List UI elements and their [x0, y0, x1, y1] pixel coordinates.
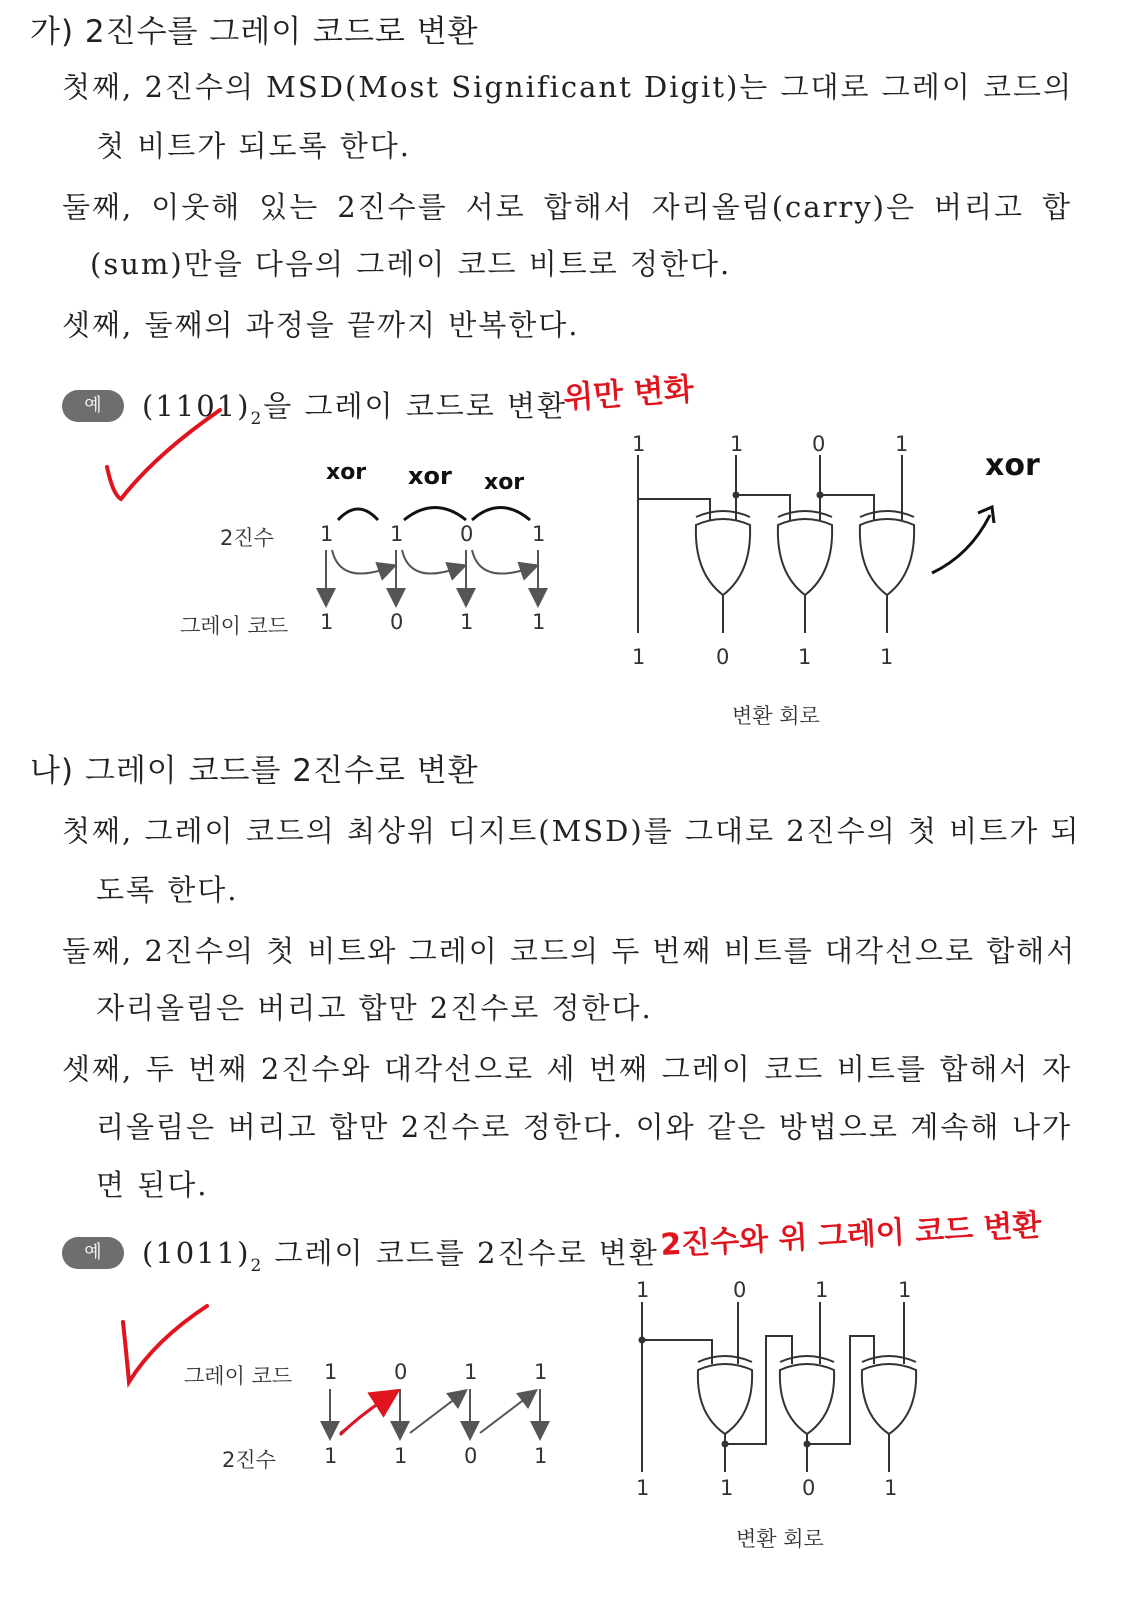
paragraph-line: 둘째, 이웃해 있는 2진수를 서로 합해서 자리올림(carry)은 버리고 합	[62, 190, 1072, 224]
circuit-input-bit: 1	[636, 1278, 650, 1302]
circuit-input-bit: 1	[898, 1278, 912, 1302]
gray-bit: 1	[320, 610, 334, 634]
circuit-output-bit: 1	[636, 1476, 650, 1500]
check-mark-1	[95, 395, 235, 510]
section-heading-1: 가) 2진수를 그레이 코드로 변환	[30, 14, 479, 50]
binary-label-2: 2진수	[222, 1448, 276, 1472]
binary-label-1: 2진수	[220, 526, 274, 550]
circuit-input-bit: 1	[632, 432, 646, 456]
circuit-output-bit: 0	[802, 1476, 816, 1500]
xor-circuit-2	[620, 1302, 940, 1474]
binary-bit: 1	[534, 1444, 548, 1468]
circuit-input-bit: 1	[815, 1278, 829, 1302]
circuit-output-bit: 1	[880, 645, 894, 669]
binary-bit: 1	[320, 522, 334, 546]
handwritten-xor-mark: xor	[326, 460, 367, 485]
circuit-output-bit: 0	[716, 645, 730, 669]
circuit-input-bit: 0	[733, 1278, 747, 1302]
paragraph-line: 셋째, 둘째의 과정을 끝까지 반복한다.	[62, 308, 580, 342]
example-badge: 예	[62, 390, 124, 422]
xor-gate	[862, 1356, 916, 1472]
binary-bit: 0	[460, 522, 474, 546]
paragraph-line: 자리올림은 버리고 합만 2진수로 정한다.	[96, 991, 653, 1025]
example-subscript: 2	[250, 1256, 264, 1276]
handwritten-note-2: 2진수와 위 그레이 코드 변환	[659, 1208, 1043, 1263]
paragraph-line: 첫째, 2진수의 MSD(Most Significant Digit)는 그대로 그레이 코드의	[62, 70, 1074, 104]
gray-bit: 1	[460, 610, 474, 634]
example-suffix: 그레이 코드를 2진수로 변환	[263, 1236, 659, 1270]
gray-bit: 0	[390, 610, 404, 634]
xor-gate	[780, 1356, 834, 1472]
gray-bit: 1	[534, 1360, 548, 1384]
handwritten-note-1: 위만 변화	[562, 371, 695, 417]
example-badge: 예	[62, 1237, 124, 1269]
example-suffix: 을 그레이 코드로 변환	[263, 389, 568, 423]
xor-circuit-1	[620, 455, 1020, 645]
circuit-output-bit: 1	[884, 1476, 898, 1500]
xor-gate	[696, 511, 750, 633]
example-text-2	[142, 1231, 659, 1276]
gray-to-binary-arrows	[300, 1385, 580, 1445]
circuit-output-bit: 1	[720, 1476, 734, 1500]
gray-bit: 1	[324, 1360, 338, 1384]
binary-bit: 1	[394, 1444, 408, 1468]
handwritten-xor-label: xor	[985, 448, 1040, 483]
binary-bit: 0	[464, 1444, 478, 1468]
xor-gate	[698, 1356, 752, 1472]
paragraph-line: 둘째, 2진수의 첫 비트와 그레이 코드의 두 번째 비트를 대각선으로 합해서	[62, 934, 1077, 968]
handwritten-xor-mark: xor	[408, 462, 452, 490]
paragraph-line: 리올림은 버리고 합만 2진수로 정한다. 이와 같은 방법으로 계속해 나가	[96, 1110, 1072, 1144]
paragraph-line: (sum)만을 다음의 그레이 코드 비트로 정한다.	[90, 247, 732, 281]
paragraph-line: 면 된다.	[96, 1168, 209, 1202]
gray-label-1: 그레이 코드	[180, 614, 289, 638]
paragraph-line: 첫 비트가 되도록 한다.	[96, 129, 411, 163]
circuit-input-bit: 0	[812, 432, 826, 456]
gray-bit: 1	[464, 1360, 478, 1384]
circuit-output-bit: 1	[632, 645, 646, 669]
circuit-input-bit: 1	[895, 432, 909, 456]
section-heading-2: 나) 그레이 코드를 2진수로 변환	[30, 753, 479, 789]
paragraph-line: 첫째, 그레이 코드의 최상위 디지트(MSD)를 그대로 2진수의 첫 비트가 되	[62, 814, 1081, 848]
example-number: (1011)	[142, 1236, 251, 1270]
example-row-2	[62, 1237, 124, 1269]
paragraph-line: 셋째, 두 번째 2진수와 대각선으로 세 번째 그레이 코드 비트를 합해서 자	[62, 1052, 1072, 1086]
xor-gate	[778, 511, 832, 633]
gray-bit: 1	[532, 610, 546, 634]
circuit-output-bit: 1	[798, 645, 812, 669]
binary-bit: 1	[390, 522, 404, 546]
xor-gate	[860, 511, 914, 633]
paragraph-line: 도록 한다.	[96, 873, 239, 907]
circuit-input-bit: 1	[730, 432, 744, 456]
circuit-caption-2: 변환 회로	[736, 1527, 824, 1551]
example-subscript: 2	[250, 409, 264, 429]
binary-bit: 1	[532, 522, 546, 546]
gray-bit: 0	[394, 1360, 408, 1384]
circuit-caption-1: 변환 회로	[732, 704, 820, 728]
binary-bit: 1	[324, 1444, 338, 1468]
handwritten-xor-mark: xor	[484, 470, 525, 495]
example-number: (1101)	[142, 389, 251, 423]
gray-label-2: 그레이 코드	[184, 1364, 293, 1388]
